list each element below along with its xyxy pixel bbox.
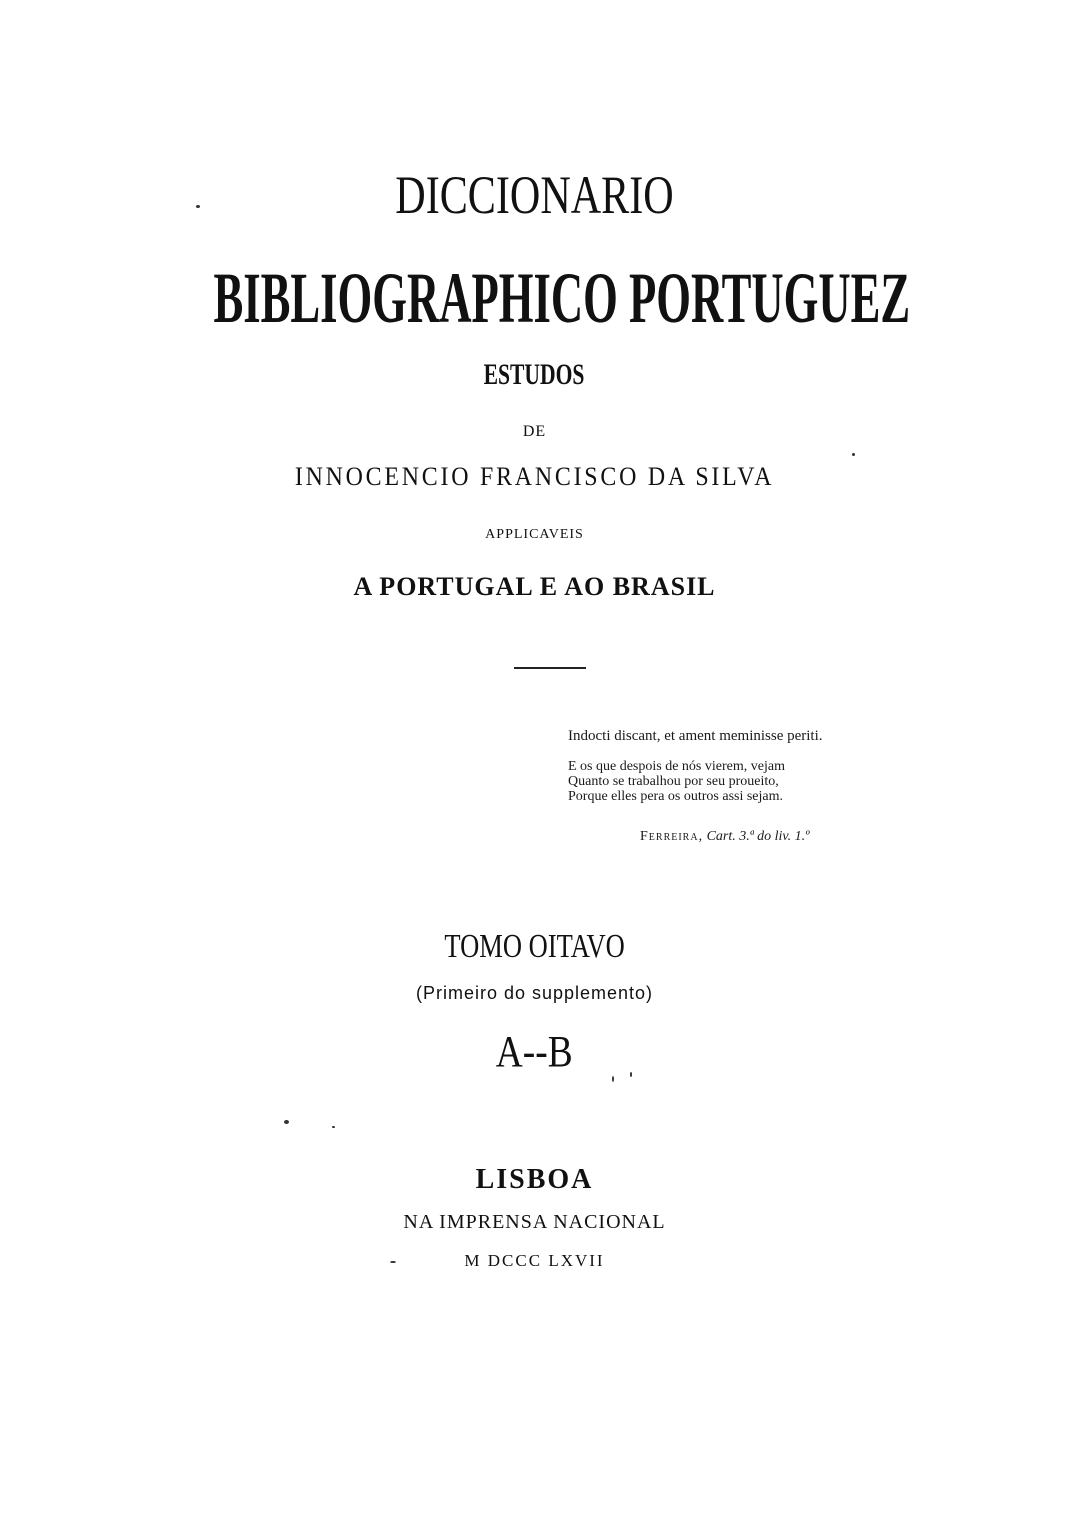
epigraph-verse-line: E os que despois de nós vierem, vejam — [568, 759, 785, 774]
applicaveis-label: APPLICAVEIS — [485, 527, 584, 542]
imprint-printer: NA IMPRENSA NACIONAL — [403, 1211, 666, 1233]
scan-speck — [332, 1126, 335, 1128]
letter-range: A--B — [496, 1027, 573, 1076]
volume-title: TOMO OITAVO — [444, 928, 625, 965]
scan-speck — [852, 453, 855, 456]
title-line-1: DICCIONARIO — [395, 165, 674, 225]
epigraph-verse — [568, 759, 868, 804]
author-name: INNOCENCIO FRANCISCO DA SILVA — [294, 462, 775, 491]
title-line-2: BIBLIOGRAPHICO PORTUGUEZ — [213, 258, 911, 338]
scan-speck — [630, 1072, 632, 1077]
estudos-heading: ESTUDOS — [484, 358, 585, 391]
volume-note: (Primeiro do supplemento) — [415, 983, 654, 1003]
epigraph-verse-line: Quanto se trabalhou por seu proueito, — [568, 774, 779, 789]
imprint-year: M DCCC LXVII — [464, 1251, 605, 1270]
epigraph-verse-line: Porque elles pera os outros assi sejam. — [568, 789, 784, 804]
de-label: DE — [522, 423, 547, 440]
scan-speck — [196, 205, 200, 208]
scan-speck — [284, 1120, 289, 1124]
scan-speck — [612, 1076, 614, 1082]
subject-line: A PORTUGAL E AO BRASIL — [353, 572, 716, 601]
divider-rule — [514, 667, 586, 669]
epigraph-source-author: Ferreira, — [640, 829, 704, 844]
epigraph — [568, 727, 868, 804]
epigraph-source — [640, 829, 809, 845]
epigraph-source-work: Cart. 3.ª do liv. 1.º — [706, 829, 810, 844]
scan-speck — [390, 1261, 396, 1263]
epigraph-latin: Indocti discant, et ament meminisse periti. — [568, 728, 823, 744]
imprint-city: LISBOA — [475, 1164, 594, 1195]
